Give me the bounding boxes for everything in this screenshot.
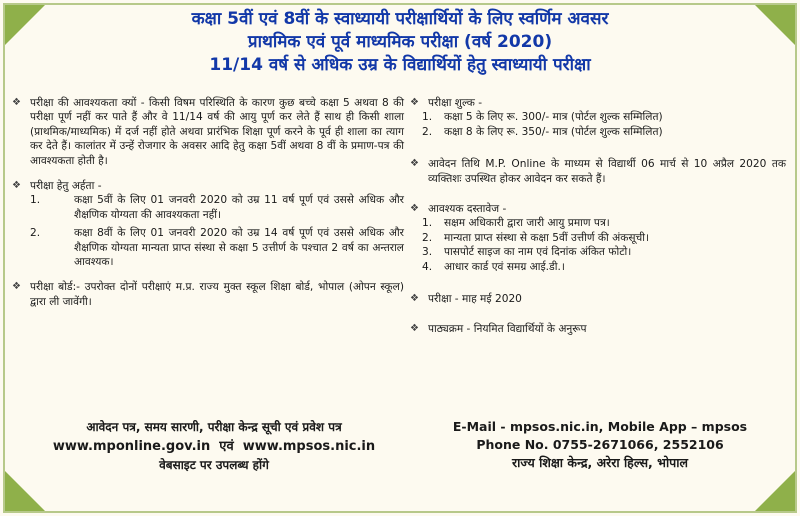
header-line-2: प्राथमिक एवं पूर्व माध्यमिक परीक्षा (वर्ष 2020) [247,32,553,52]
bullet-icon: ❖ [410,323,419,335]
bullet-icon: ❖ [410,293,419,305]
corner-ornament-bottom-right [755,471,795,511]
fee-list [410,110,786,139]
contact-email-app: E-Mail - mpsos.nic.in, Mobile App – mpsos [452,419,748,434]
corner-ornament-top-left [5,5,45,45]
item-number: 1. [422,111,433,124]
item-number: 2. [422,125,433,138]
fee-title: परीक्षा शुल्क - [428,97,483,109]
bullet-icon: ❖ [410,158,419,170]
item-number: 2. [30,227,41,240]
corner-ornament-bottom-left [5,471,45,511]
document-item [410,260,786,274]
board-text: परीक्षा बोर्ड:- उपरोक्त दोनों परीक्षाएं म.प्र. राज्य मुक्त स्कूल शिक्षा बोर्ड, भोपाल (ओपन स्कूल) द्वारा ली जावेंगी। [30,281,404,308]
bullet-icon: ❖ [410,203,419,215]
exam-month-text: परीक्षा - माह मई 2020 [428,293,522,306]
item-text: सक्षम अधिकारी द्वारा जारी आयु प्रमाण पत्र। [444,217,610,230]
section-documents [410,202,786,274]
notice-header [50,8,750,77]
bullet-icon: ❖ [12,97,21,108]
item-number: 1. [422,217,433,230]
website-links[interactable]: www.mponline.gov.in एवं www.mpsos.nic.in [52,439,376,454]
section-need [12,96,404,168]
item-number: 4. [422,260,433,273]
header-line-3: 11/14 वर्ष से अधिक उम्र के विद्यार्थियों हेतु स्वाध्यायी परीक्षा [209,55,591,75]
contact-phone: Phone No. 0755-2671066, 2552106 [476,437,724,452]
syllabus-text: पाठ्यक्रम - नियमित विद्यार्थियों के अनुरूप [428,323,587,336]
header-line-1: कक्षा 5वीं एवं 8वीं के स्वाध्यायी परीक्षार्थियों के लिए स्वर्णिम अवसर [191,9,609,29]
apply-date-text: आवेदन तिथि M.P. Online के माध्यम से विद्यार्थी 06 मार्च से 10 अप्रैल 2020 तक व्यक्तिशः उपस्थित होकर आवेदन कर सकते हैं। [428,158,786,185]
section-eligibility [12,179,404,269]
eligibility-item [12,193,404,222]
footer-contact [410,418,790,472]
item-number: 3. [422,246,433,259]
corner-ornament-top-right [755,5,795,45]
fee-item [410,125,786,139]
documents-title: आवश्यक दस्तावेज - [428,203,507,216]
item-number: 1. [30,194,41,207]
section-exam-month [410,292,786,306]
need-text: परीक्षा की आवश्यकता क्यों - किसी विषम परिस्थिति के कारण कुछ बच्चे कक्षा 5 अथवा 8 की परीक्षा पूर्ण नहीं कर पाते हैं और वे 11/14 वर्ष की आयु पूर्ण कर लेते हैं साथ ही किसी शाला (प्राथमिक/माध्यमिक) में दर्ज नहीं होते अथवा प्रारंभिक शिक्षा पूर्ण करने के पूर्व ही शाला का त्याग कर देते हैं। कालांतर में उन्हें रोजगार के अवसर आदि हेतु कक्षा 5वीं अथवा 8 वीं के प्रमाण-पत्र की आवश्यकता होती है। [30,97,404,167]
section-syllabus [410,322,786,336]
footer-websites [14,418,414,475]
item-text: मान्यता प्राप्त संस्था से कक्षा 5वीं उत्तीर्ण की अंकसूची। [444,231,650,244]
item-text: कक्षा 8 के लिए रू. 350/- मात्र (पोर्टल शुल्क सम्मिलित) [444,125,663,138]
item-text: कक्षा 5 के लिए रू. 300/- मात्र (पोर्टल शुल्क सम्मिलित) [444,111,663,124]
item-text: पासपोर्ट साइज का नाम एवं दिनांक अंकित फोटो। [444,246,632,259]
section-apply-date [410,157,786,186]
bullet-icon: ❖ [410,97,419,108]
item-text: आधार कार्ड एवं समग्र आई.डी.। [444,260,565,273]
footer-left-line-3: वेबसाइट पर उपलब्ध होंगे [159,458,269,472]
item-text: कक्षा 8वीं के लिए 01 जनवरी 2020 को उम्र 14 वर्ष पूर्ण एवं उससे अधिक और शैक्षणिक योग्यता मान्यता प्राप्त संस्था से कक्षा 5 उत्तीर्ण के पश्चात 2 वर्ष का अन्तराल आवश्यक। [74,227,404,269]
right-column [410,96,786,348]
eligibility-list [12,193,404,269]
section-fee [410,96,786,139]
bullet-icon: ❖ [12,281,21,293]
item-number: 2. [422,231,433,244]
document-item [410,216,786,230]
contact-address: राज्य शिक्षा केन्द्र, अरेरा हिल्स, भोपाल [511,455,688,470]
section-board [12,280,404,309]
eligibility-item [12,226,404,269]
document-item [410,245,786,259]
fee-item [410,110,786,124]
documents-list [410,216,786,274]
item-text: कक्षा 5वीं के लिए 01 जनवरी 2020 को उम्र 11 वर्ष पूर्ण एवं उससे अधिक और शैक्षणिक योग्यता की आवश्यकता नहीं। [74,194,404,221]
footer-left-line-1: आवेदन पत्र, समय सारणी, परीक्षा केन्द्र सूची एवं प्रवेश पत्र [86,420,342,434]
bullet-icon: ❖ [12,180,21,192]
eligibility-title: परीक्षा हेतु अर्हता - [30,180,102,193]
document-item [410,231,786,245]
left-column [12,96,404,320]
